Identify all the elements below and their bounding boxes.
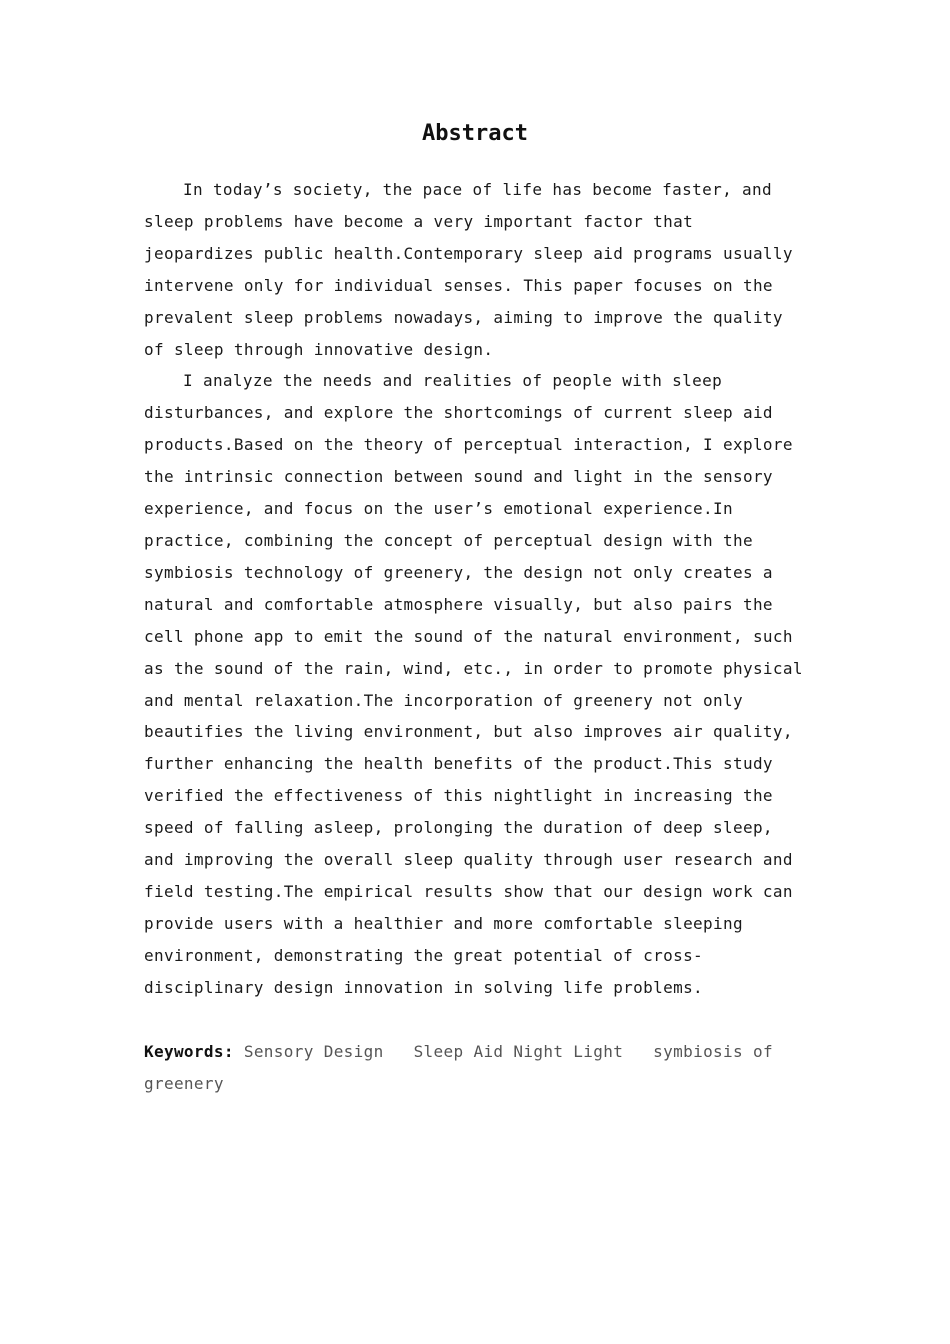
keyword-item: symbiosis of greenery: [144, 1042, 773, 1093]
keywords-line: [144, 1036, 809, 1100]
page-title: Abstract: [422, 121, 528, 146]
keywords-label: Keywords:: [144, 1042, 234, 1061]
keyword-item: Sleep Aid Night Light: [413, 1042, 624, 1061]
abstract-paragraph-2: I analyze the needs and realities of people with sleep disturbances, and explore the shortcomings of current sleep aid products.Based on the theory of perceptual interaction, I explore the intrinsic connection between sound and light in the sensory experience, and focus on the user’s emotional experience.In practice, combining the concept of perceptual design with the symbiosis technology of greenery, the design not only creates a natural and comfortable atmosphere visually, but also pairs the cell phone app to emit the sound of the natural environment, such as the sound of the rain, wind, etc., in order to promote physical and mental relaxation.The incorporation of greenery not only beautifies the living environment, but also improves air quality, further enhancing the health benefits of the product.This study verified the effectiveness of this nightlight in increasing the speed of falling asleep, prolonging the duration of deep sleep, and improving the overall sleep quality through user research and field testing.The empirical results show that our design work can provide users with a healthier and more comfortable sleeping environment, demonstrating the great potential of cross-disciplinary design innovation in solving life problems.: [144, 371, 803, 997]
keyword-item: Sensory Design: [243, 1042, 384, 1061]
abstract-paragraph-1: In today’s society, the pace of life has become faster, and sleep problems have become a very important factor that jeopardizes public health.Contemporary sleep aid programs usually intervene only for individual senses. This paper focuses on the prevalent sleep problems nowadays, aiming to improve the quality of sleep through innovative design.: [144, 180, 793, 359]
abstract-body: [144, 174, 809, 1004]
